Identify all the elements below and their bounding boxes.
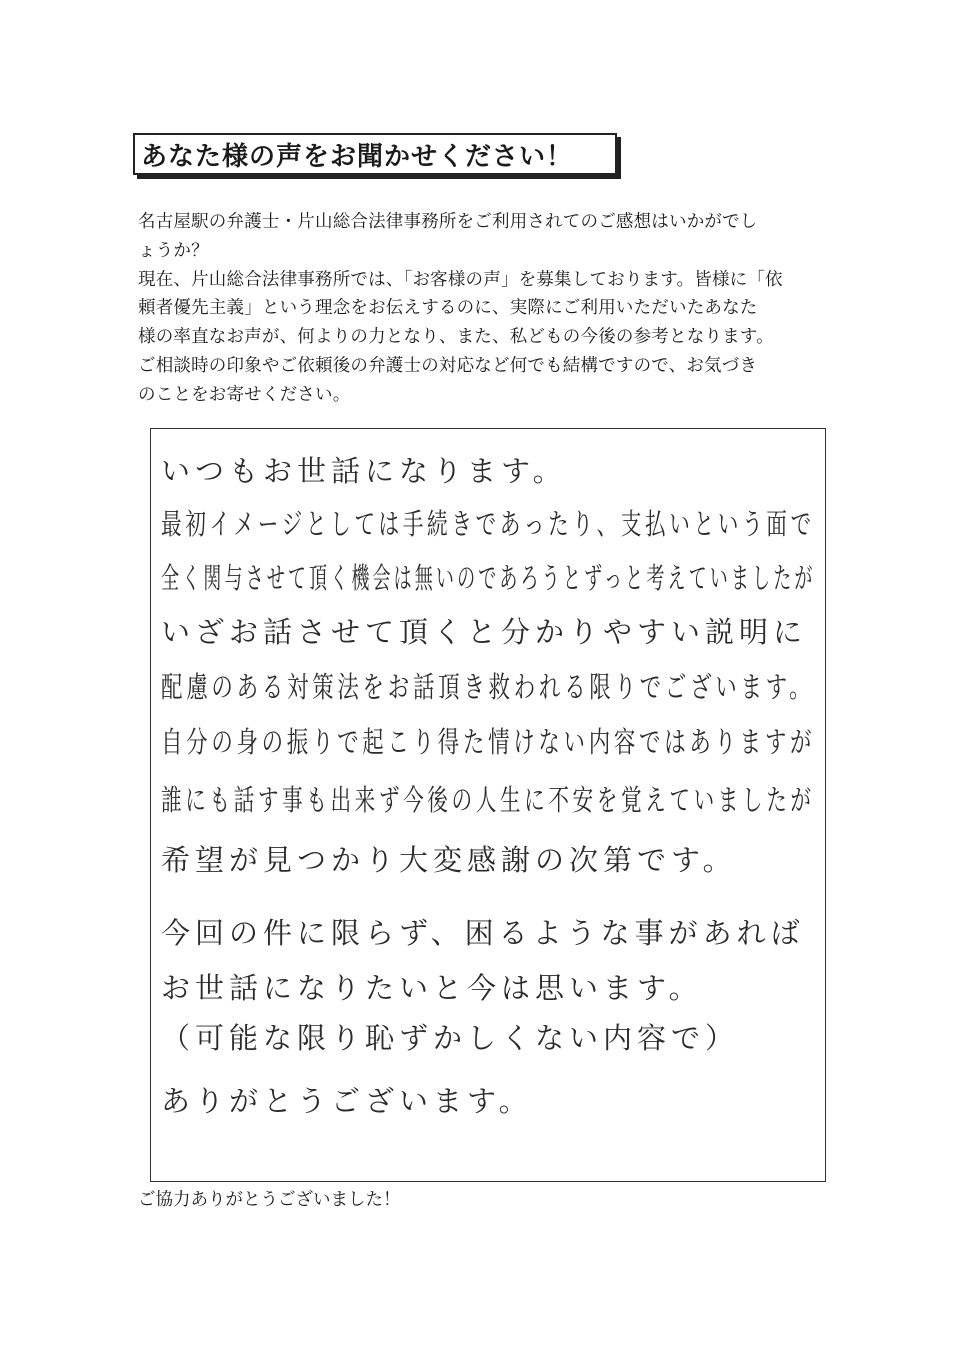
handwritten-line: いつもお世話になります。: [161, 454, 567, 488]
handwritten-line: 全く関与させて頂く機会は無いのであろうとずっと考えていましたが: [161, 561, 816, 595]
handwritten-line: 希望が見つかり大変感謝の次第です。: [161, 843, 737, 877]
handwritten-line: 今回の件に限らず、困るような事があれば: [161, 916, 805, 950]
handwritten-line: （可能な限り恥ずかしくない内容で）: [161, 1021, 740, 1055]
intro-line: のことをお寄せください。: [138, 384, 351, 405]
intro-line: ょうか？: [138, 240, 209, 261]
intro-line: ご相談時の印象やご依頼後の弁護士の対応など何でも結構ですので、お気づき: [138, 355, 758, 376]
intro-line: 様の率直なお声が、何よりの力となり、また、私どもの今後の参考となります。: [138, 327, 774, 348]
intro-text: [138, 208, 838, 410]
handwritten-line: 誰にも話す事も出来ず今後の人生に不安を覚えていましたが: [161, 783, 815, 817]
intro-line: 頼者優先主義」という理念をお伝えするのに、実際にご利用いただいたあなた: [138, 298, 758, 319]
intro-line: 現在、片山総合法律事務所では、「お客様の声」を募集しております。皆様に「依: [138, 269, 783, 290]
handwritten-line: 最初イメージとしては手続きであったり、支払いという面で: [161, 507, 815, 541]
answer-box: [150, 428, 826, 1182]
footer-thanks: ご協力ありがとうございました！: [138, 1190, 401, 1210]
handwritten-line: 配慮のある対策法をお話頂き救われる限りでございます。: [161, 670, 815, 704]
handwritten-line: お世話になりたいと今は思います。: [161, 971, 703, 1005]
page-title: あなた様の声をお聞かせください！: [133, 133, 617, 175]
handwritten-line: いざお話させて頂くと分かりやすい説明に: [161, 615, 808, 649]
handwritten-line: 自分の身の振りで起こり得た情けない内容ではありますが: [161, 725, 816, 759]
handwritten-line: ありがとうございます。: [161, 1084, 533, 1118]
intro-line: 名古屋駅の弁護士・片山総合法律事務所をご利用されてのご感想はいかがでし: [138, 212, 758, 232]
